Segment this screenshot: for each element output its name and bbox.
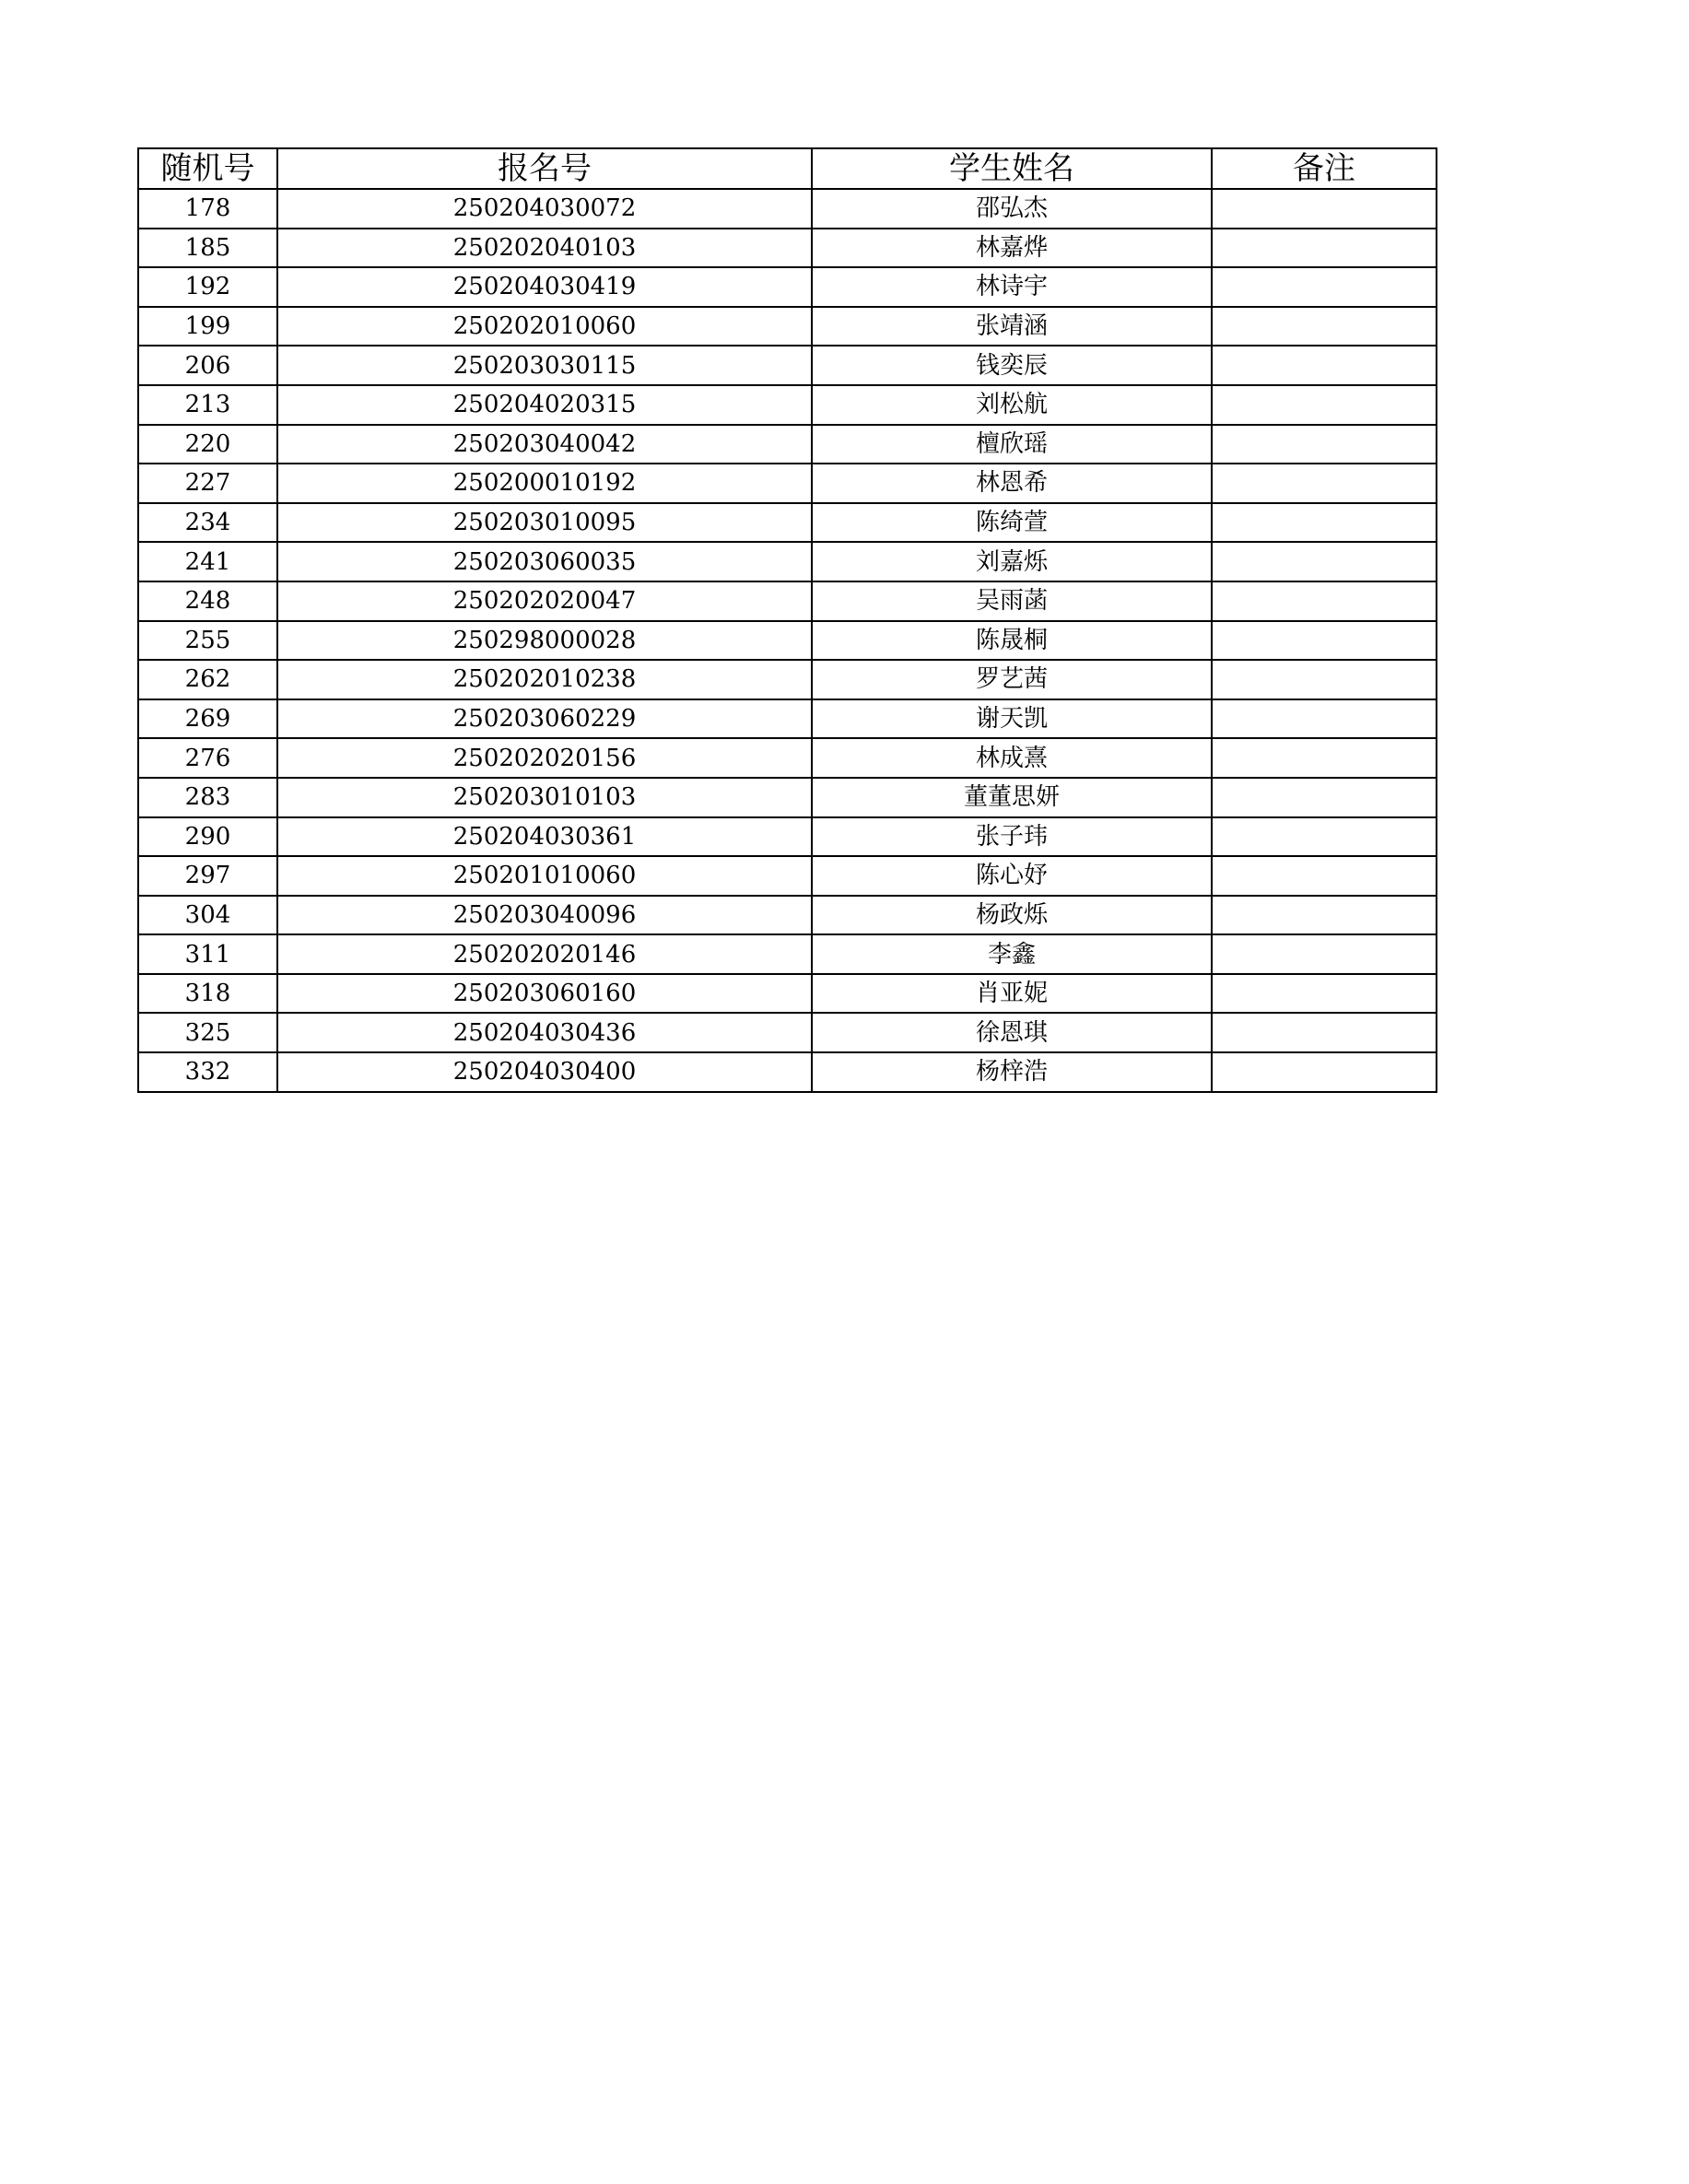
random-number-cell: 248 <box>138 581 277 621</box>
student-name-cell: 杨政烁 <box>812 896 1212 935</box>
table-row <box>138 464 1437 503</box>
table-row <box>138 934 1437 974</box>
registration-number-cell: 250203060229 <box>277 699 812 739</box>
random-number-cell: 262 <box>138 660 277 699</box>
table-body <box>138 189 1437 1092</box>
table-row <box>138 542 1437 581</box>
remarks-cell <box>1212 229 1437 268</box>
student-name-cell: 张子玮 <box>812 817 1212 857</box>
random-number-cell: 276 <box>138 738 277 778</box>
remarks-cell <box>1212 464 1437 503</box>
student-name-cell: 林诗宇 <box>812 267 1212 307</box>
table-row <box>138 267 1437 307</box>
table-row <box>138 307 1437 346</box>
student-name-cell: 谢天凯 <box>812 699 1212 739</box>
header-row <box>138 148 1437 189</box>
remarks-cell <box>1212 189 1437 229</box>
table-row <box>138 856 1437 896</box>
table-row <box>138 1013 1437 1052</box>
student-name-cell: 徐恩琪 <box>812 1013 1212 1052</box>
random-number-cell: 220 <box>138 425 277 464</box>
remarks-cell <box>1212 385 1437 425</box>
registration-number-cell: 250203010095 <box>277 503 812 543</box>
student-table <box>137 147 1437 1093</box>
registration-number-cell: 250203010103 <box>277 778 812 817</box>
registration-number-cell: 250204030419 <box>277 267 812 307</box>
random-number-cell: 255 <box>138 621 277 661</box>
remarks-cell <box>1212 1052 1437 1092</box>
registration-number-cell: 250298000028 <box>277 621 812 661</box>
remarks-cell <box>1212 621 1437 661</box>
registration-number-cell: 250203030115 <box>277 346 812 385</box>
student-name-cell: 刘松航 <box>812 385 1212 425</box>
student-name-cell: 吴雨菡 <box>812 581 1212 621</box>
remarks-cell <box>1212 1013 1437 1052</box>
remarks-cell <box>1212 425 1437 464</box>
registration-number-cell: 250203060160 <box>277 974 812 1014</box>
student-name-cell: 肖亚妮 <box>812 974 1212 1014</box>
registration-number-cell: 250202010060 <box>277 307 812 346</box>
random-number-cell: 241 <box>138 542 277 581</box>
random-number-cell: 178 <box>138 189 277 229</box>
random-number-cell: 269 <box>138 699 277 739</box>
remarks-cell <box>1212 267 1437 307</box>
remarks-cell <box>1212 856 1437 896</box>
remarks-cell <box>1212 699 1437 739</box>
column-header-student-name: 学生姓名 <box>812 148 1212 189</box>
table-row <box>138 425 1437 464</box>
remarks-cell <box>1212 660 1437 699</box>
table-row <box>138 581 1437 621</box>
table-row <box>138 621 1437 661</box>
table-row <box>138 346 1437 385</box>
column-header-registration-number: 报名号 <box>277 148 812 189</box>
random-number-cell: 290 <box>138 817 277 857</box>
random-number-cell: 199 <box>138 307 277 346</box>
random-number-cell: 325 <box>138 1013 277 1052</box>
student-name-cell: 林成熹 <box>812 738 1212 778</box>
table-row <box>138 778 1437 817</box>
student-name-cell: 林嘉烨 <box>812 229 1212 268</box>
student-name-cell: 陈晟桐 <box>812 621 1212 661</box>
registration-number-cell: 250202020146 <box>277 934 812 974</box>
column-header-random-number: 随机号 <box>138 148 277 189</box>
remarks-cell <box>1212 817 1437 857</box>
remarks-cell <box>1212 778 1437 817</box>
table-row <box>138 503 1437 543</box>
remarks-cell <box>1212 934 1437 974</box>
table-row <box>138 189 1437 229</box>
student-name-cell: 杨梓浩 <box>812 1052 1212 1092</box>
table-row <box>138 699 1437 739</box>
registration-number-cell: 250204020315 <box>277 385 812 425</box>
student-name-cell: 刘嘉烁 <box>812 542 1212 581</box>
registration-number-cell: 250202020156 <box>277 738 812 778</box>
remarks-cell <box>1212 307 1437 346</box>
remarks-cell <box>1212 974 1437 1014</box>
random-number-cell: 311 <box>138 934 277 974</box>
student-name-cell: 陈心妤 <box>812 856 1212 896</box>
registration-number-cell: 250204030400 <box>277 1052 812 1092</box>
registration-number-cell: 250200010192 <box>277 464 812 503</box>
column-header-remarks: 备注 <box>1212 148 1437 189</box>
random-number-cell: 283 <box>138 778 277 817</box>
registration-number-cell: 250204030361 <box>277 817 812 857</box>
student-name-cell: 钱奕辰 <box>812 346 1212 385</box>
random-number-cell: 185 <box>138 229 277 268</box>
remarks-cell <box>1212 346 1437 385</box>
registration-number-cell: 250203060035 <box>277 542 812 581</box>
random-number-cell: 318 <box>138 974 277 1014</box>
registration-number-cell: 250202020047 <box>277 581 812 621</box>
random-number-cell: 192 <box>138 267 277 307</box>
student-name-cell: 董董思妍 <box>812 778 1212 817</box>
registration-number-cell: 250204030072 <box>277 189 812 229</box>
table-row <box>138 738 1437 778</box>
table-row <box>138 385 1437 425</box>
registration-number-cell: 250203040096 <box>277 896 812 935</box>
random-number-cell: 297 <box>138 856 277 896</box>
student-name-cell: 李鑫 <box>812 934 1212 974</box>
random-number-cell: 227 <box>138 464 277 503</box>
student-name-cell: 邵弘杰 <box>812 189 1212 229</box>
table-row <box>138 229 1437 268</box>
student-name-cell: 罗艺茜 <box>812 660 1212 699</box>
registration-number-cell: 250202010238 <box>277 660 812 699</box>
remarks-cell <box>1212 581 1437 621</box>
random-number-cell: 213 <box>138 385 277 425</box>
remarks-cell <box>1212 738 1437 778</box>
table-row <box>138 896 1437 935</box>
random-number-cell: 332 <box>138 1052 277 1092</box>
student-name-cell: 陈绮萱 <box>812 503 1212 543</box>
random-number-cell: 206 <box>138 346 277 385</box>
random-number-cell: 234 <box>138 503 277 543</box>
registration-number-cell: 250203040042 <box>277 425 812 464</box>
remarks-cell <box>1212 896 1437 935</box>
table-row <box>138 817 1437 857</box>
registration-number-cell: 250204030436 <box>277 1013 812 1052</box>
table-row <box>138 1052 1437 1092</box>
student-name-cell: 张靖涵 <box>812 307 1212 346</box>
student-name-cell: 檀欣瑶 <box>812 425 1212 464</box>
student-name-cell: 林恩希 <box>812 464 1212 503</box>
table-row <box>138 660 1437 699</box>
table-row <box>138 974 1437 1014</box>
remarks-cell <box>1212 503 1437 543</box>
remarks-cell <box>1212 542 1437 581</box>
registration-number-cell: 250202040103 <box>277 229 812 268</box>
random-number-cell: 304 <box>138 896 277 935</box>
registration-number-cell: 250201010060 <box>277 856 812 896</box>
